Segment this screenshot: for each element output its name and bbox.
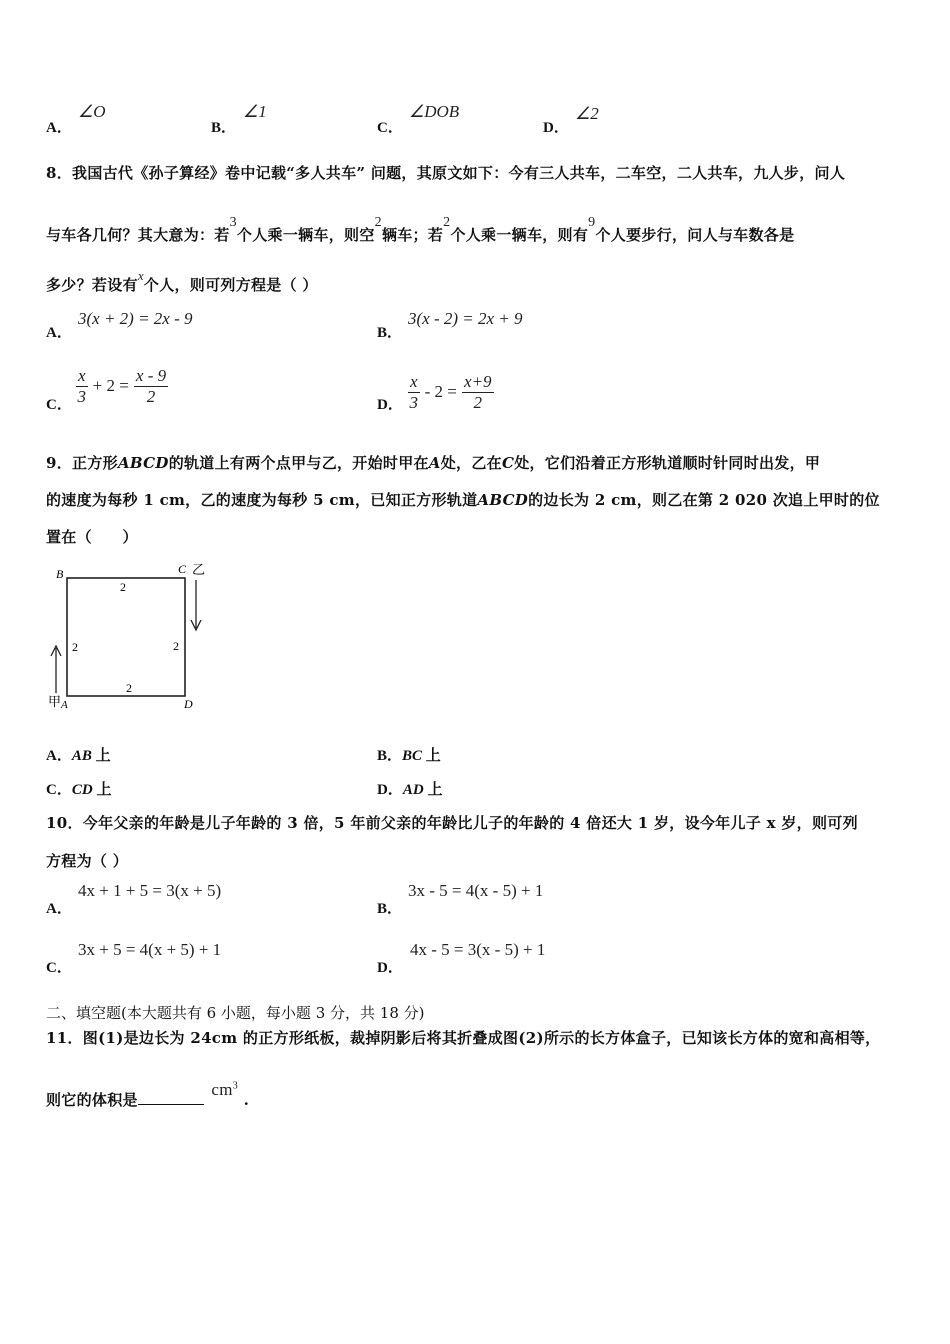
q9-option-b: B．BC 上 — [377, 748, 441, 764]
q7-option-d-label: D． — [543, 120, 569, 136]
q7-option-c-label: C． — [377, 120, 403, 136]
q10-option-d-label: D． — [377, 960, 403, 976]
vertex-c: C — [178, 562, 187, 576]
q8-option-b-expr: 3(x - 2) = 2x + 9 — [408, 309, 523, 328]
q7-option-d-expr: ∠2 — [575, 104, 599, 123]
q7-option-a-expr: ∠O — [78, 102, 106, 121]
q8-line3: 多少？若设有x个人，则可列方程是（ ） — [46, 268, 318, 294]
label-jia: 甲 — [48, 695, 62, 710]
q11-line2: 则它的体积是 $cm^3$ . — [46, 1080, 250, 1109]
q10-option-b-label: B． — [377, 901, 403, 917]
square-track-figure — [44, 558, 224, 718]
answer-blank[interactable] — [138, 1090, 204, 1105]
q9-line3: 置在（ ） — [46, 528, 138, 546]
q10-option-c-label: C． — [46, 960, 72, 976]
q10-option-a-expr: 4x + 1 + 5 = 3(x + 5) — [78, 881, 222, 900]
vertex-d: D — [184, 697, 193, 711]
q10-option-b-expr: 3x - 5 = 4(x - 5) + 1 — [408, 881, 544, 900]
q10-line2: 方程为（ ） — [46, 852, 129, 870]
label-yi: 乙 — [192, 563, 206, 578]
q8-option-a-label: A． — [46, 325, 72, 341]
q9-option-a: A．AB 上 — [46, 748, 111, 764]
q8-option-a-expr: 3(x + 2) = 2x - 9 — [78, 309, 193, 328]
q9-line2: 的速度为每秒 1 cm，乙的速度为每秒 5 cm，已知正方形轨道ABCD的边长为 2 cm，则乙在第 2 020 次追上甲时的位 — [46, 491, 880, 509]
square-track — [67, 578, 185, 696]
q9-line1: 9．正方形ABCD的轨道上有两个点甲与乙，开始时甲在A处，乙在C处，它们沿着正方形轨道顺时针同时出发，甲 — [46, 454, 821, 472]
section-2-title: 二、填空题(本大题共有 6 小题，每小题 3 分，共 18 分) — [46, 1004, 425, 1022]
q7-option-a-label: A． — [46, 120, 72, 136]
q9-option-d: D．AD 上 — [377, 782, 443, 798]
q10-line1: 10．今年父亲的年龄是儿子年龄的 3 倍，5 年前父亲的年龄比儿子的年龄的 4 倍还大 1 岁，设今年儿子 x 岁，则可列 — [46, 814, 858, 832]
q7-option-b-expr: ∠1 — [243, 102, 267, 121]
q8-option-c-label: C． — [46, 397, 72, 413]
q7-option-c-expr: ∠DOB — [409, 102, 460, 121]
side-left-length: 2 — [72, 640, 78, 654]
side-bottom-length: 2 — [126, 681, 132, 695]
q10-option-c-expr: 3x + 5 = 4(x + 5) + 1 — [78, 940, 222, 959]
q8-line1: 8．我国古代《孙子算经》卷中记载“多人共车” 问题，其原文如下：今有三人共车，二车空，二人共车，九人步，问人 — [46, 164, 846, 182]
side-top-length: 2 — [120, 580, 126, 594]
q8-option-c-expr: $\frac{x}{3}$ + 2 = $\frac{x - 9}{2}$ — [77, 366, 167, 406]
q8-option-d-label: D． — [377, 397, 403, 413]
q10-option-a-label: A． — [46, 901, 72, 917]
vertex-a: A — [61, 699, 68, 711]
q8-option-d-expr: $\frac{x}{3}$ - 2 = $\frac{x+9}{2}$ — [409, 372, 492, 412]
q10-option-d-expr: 4x - 5 = 3(x - 5) + 1 — [410, 940, 546, 959]
q8-line2: 与车各几何？其大意为：若3个人乘一辆车，则空2辆车；若2个人乘一辆车，则有9个人要步行，问人与车数各是 — [46, 215, 795, 244]
q9-option-c: C．CD 上 — [46, 782, 112, 798]
side-right-length: 2 — [173, 639, 179, 653]
vertex-b: B — [56, 567, 64, 581]
q7-option-b-label: B． — [211, 120, 237, 136]
q11-line1: 11．图(1)是边长为 24cm 的正方形纸板，裁掉阴影后将其折叠成图(2)所示的长方体盒子，已知该长方体的宽和高相等， — [46, 1029, 881, 1047]
q8-option-b-label: B． — [377, 325, 403, 341]
